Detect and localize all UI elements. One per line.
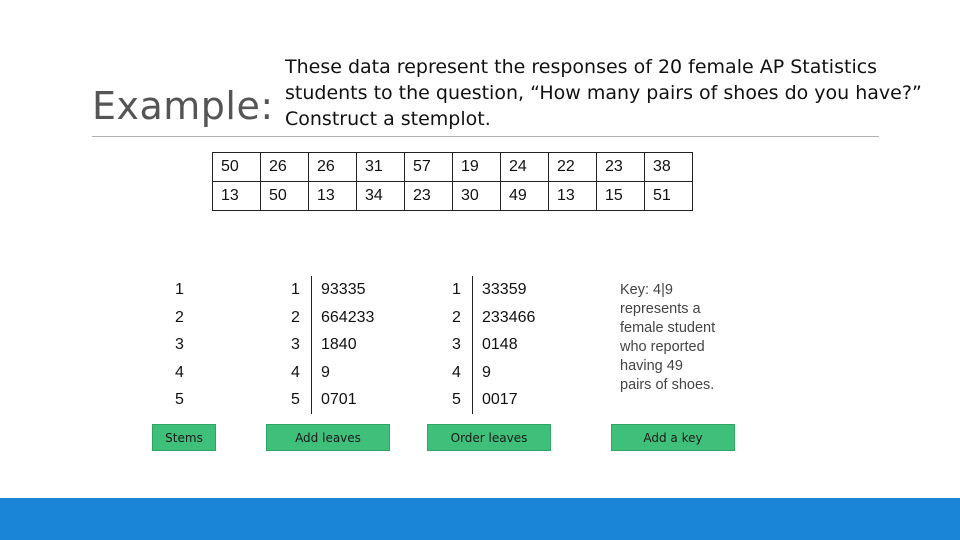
table-cell: 30 [453,182,501,211]
stem-value: 4 [291,363,300,381]
table-cell: 13 [549,182,597,211]
stemplot-key [620,281,740,395]
table-cell: 34 [357,182,405,211]
stem-value: 1 [452,281,461,298]
footer-bar [0,498,960,540]
key-line: having 49 [620,358,683,374]
leaf-value: 33359 [482,281,527,298]
question-line: Construct a stemplot. [285,108,491,130]
data-table [212,152,693,211]
leaf-value: 1840 [321,336,357,353]
table-cell: 51 [645,182,693,211]
table-cell: 50 [261,182,309,211]
stem-value: 5 [175,391,184,408]
stem-value: 2 [452,308,461,326]
stem-value: 1 [291,281,300,298]
table-cell: 26 [261,153,309,182]
table-cell: 57 [405,153,453,182]
leaf-value: 0701 [321,391,357,408]
stemplot-stems [450,276,473,414]
slide-title: Example: [92,84,274,128]
table-cell: 13 [309,182,357,211]
stem-value: 2 [175,308,184,326]
stem-value: 2 [291,308,300,326]
leaf-value: 9 [321,363,330,381]
stem-value: 4 [452,363,461,381]
table-row [213,153,693,182]
leaf-value: 233466 [482,308,536,326]
stem-value: 5 [452,391,461,408]
stem-value: 3 [175,336,184,353]
stemplot-leaves [473,276,535,414]
key-line: Key: 4|9 [620,282,673,298]
stem-value: 4 [175,363,184,381]
stem-value: 1 [175,281,184,298]
stemplot-leaves [312,276,374,414]
table-cell: 23 [597,153,645,182]
stem-value: 3 [291,336,300,353]
table-cell: 26 [309,153,357,182]
stemplot-stems [289,276,312,414]
stem-value: 5 [291,391,300,408]
table-cell: 49 [501,182,549,211]
key-line: represents a [620,301,701,317]
question-line: students to the question, “How many pairs of shoes do you have?” [285,82,922,104]
leaf-value: 0017 [482,391,518,408]
title-divider [92,136,879,137]
table-cell: 38 [645,153,693,182]
leaf-value: 93335 [321,281,366,298]
key-line: who reported [620,339,705,355]
stemplot-ordered [450,276,535,414]
stem-value: 3 [452,336,461,353]
table-cell: 13 [213,182,261,211]
table-cell: 24 [501,153,549,182]
table-cell: 50 [213,153,261,182]
table-cell: 22 [549,153,597,182]
stemplot-unordered [289,276,374,414]
table-cell: 15 [597,182,645,211]
key-line: pairs of shoes. [620,377,715,393]
leaf-value: 0148 [482,336,518,353]
question-line: These data represent the responses of 20 female AP Statistics [285,56,878,78]
key-line: female student [620,320,716,336]
leaf-value: 9 [482,363,491,381]
question-text [285,54,945,132]
add-key-button[interactable]: Add a key [611,424,735,451]
table-cell: 19 [453,153,501,182]
stems-column [175,276,184,414]
leaf-value: 664233 [321,308,375,326]
table-cell: 23 [405,182,453,211]
order-leaves-button[interactable]: Order leaves [427,424,551,451]
table-cell: 31 [357,153,405,182]
add-leaves-button[interactable]: Add leaves [266,424,390,451]
table-row [213,182,693,211]
stems-button[interactable]: Stems [152,424,216,451]
